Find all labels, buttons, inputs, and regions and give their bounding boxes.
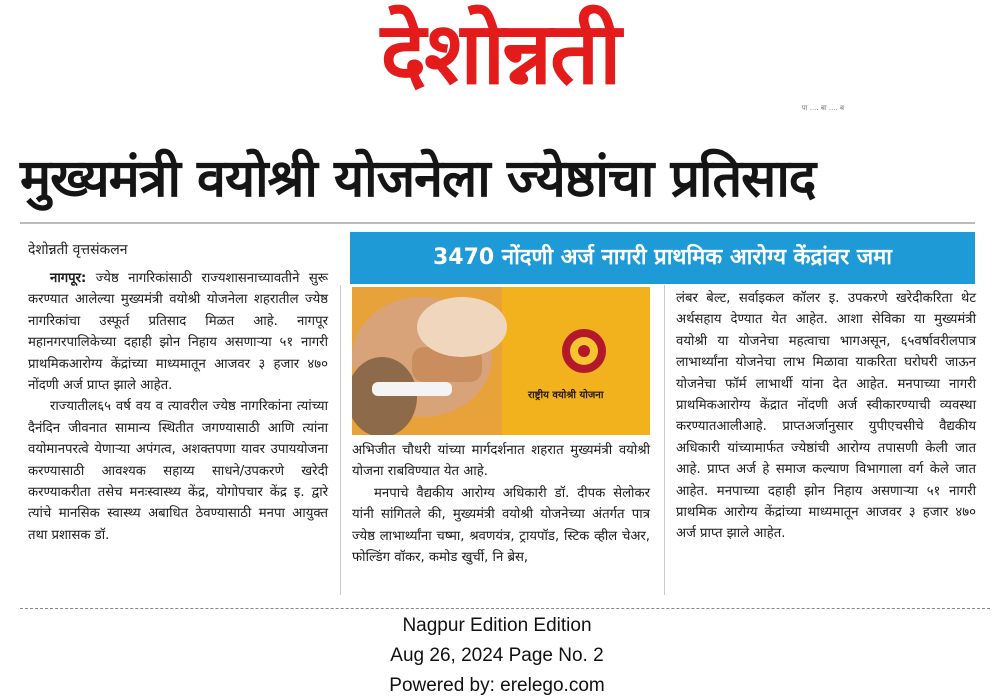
photo-caption: राष्ट्रीय वयोश्री योजना — [528, 390, 604, 401]
photo-illustration — [352, 287, 650, 435]
footer-edition: Nagpur Edition Edition — [402, 615, 592, 636]
masthead-tagline: पा .... बा .... ब — [801, 104, 844, 112]
paragraph: अभिजीत चौधरी यांच्या मार्गदर्शनात शहरात मुख्यमंत्री वयोश्री योजना राबविण्यात येत आहे. — [352, 443, 650, 480]
paragraph: राज्यातील६५ वर्ष वय व त्यावरील ज्येष्ठ नागरिकांना त्यांच्या दैनंदिन जीवनात सामान्य स्थितीत जगण्यासाठी आणि त्यांना वयोमानपरत्वे येणाऱ्या अपंगत्व, अशक्तपणा यावर उपाययोजना करण्यासाठी आवश्यक सहाय्य साधने/उपकरणे खरेदी करण्याकरीता तसेच मनःस्वास्थ्य केंद्र, योगोपचार केंद्र इ. द्वारे त्यांचे मानसिक स्वास्थ्य अबाधित ठेवण्यासाठी मनपा आयुक्त तथा प्रशासक डॉ. — [28, 399, 328, 543]
footer-divider — [20, 608, 990, 609]
paragraph-text: ज्येष्ठ नागरिकांसाठी राज्यशासनाच्यावतीने सुरू करण्यात आलेल्या मुख्यमंत्री वयोश्री योजनेला शहरातील ज्येष्ठ नागरिकांचा उस्फूर्त प्रतिसाद मिळत आहे. नागपूर महानगरपालिकेच्या दहाही झोन निहाय असणाऱ्या ५१ नागरी प्राथमिकआरोग्य केंद्रांच्या माध्यमातून आजवर ३ हजार ४७० नोंदणी अर्ज प्राप्त झाले आहेत. — [28, 271, 328, 394]
headline-divider — [20, 222, 975, 224]
paragraph: लंबर बेल्ट, सर्वाइकल कॉलर इ. उपकरणे खरेदीकरिता थेट अर्थसहाय देण्यात येत आहेत. आशा सेविका या मुख्यमंत्री वयोश्री या योजनेचा महत्वाचा भागअसून, ६५वर्षावरीलपात्र लाभार्थ्यांना योजनेचा लाभ मिळावा याकरिता घरोघरी जाऊन योजनेचा फॉर्म लाभार्थी यांना देत आहेत. मनपाच्या नागरी प्राथमिकआरोग्य केंद्रात नोंदणी अर्ज स्वीकारण्याची व्यवस्था करण्यातआलीआहे. प्राप्तअर्जानुसार युपीएचसीचे वैद्यकीय अधिकारी यांच्यामार्फत ज्येष्ठांची आरोग्य तपासणी केली जात आहे. प्राप्त अर्ज हे समाज कल्याण विभागाला वर्ग केले जात आहेत. मनपाच्या दहाही झोन निहाय असणाऱ्या ५१ नागरी प्राथमिक आरोग्य केंद्रांच्या माध्यमातून आजवर ३ हजार ४७० अर्ज प्राप्त झाले आहेत. — [676, 291, 976, 542]
masthead-logo: देशोन्नती — [380, 4, 620, 104]
article-column-1 — [28, 268, 328, 546]
article-byline: देशोन्नती वृत्तसंकलन — [28, 242, 128, 258]
footer-powered-by: Powered by: erelego.com — [389, 675, 605, 696]
article-column-3 — [676, 288, 976, 545]
column-divider — [664, 285, 665, 595]
article-subheadline: 3470 नोंदणी अर्ज नागरी प्राथमिक आरोग्य केंद्रांवर जमा — [350, 232, 975, 284]
article-column-2 — [352, 440, 650, 568]
dateline: नागपूर: — [50, 271, 87, 286]
paragraph — [28, 268, 328, 396]
footer-date-page: Aug 26, 2024 Page No. 2 — [390, 645, 604, 666]
column-divider — [340, 285, 341, 595]
paragraph: मनपाचे वैद्यकीय आरोग्य अधिकारी डॉ. दीपक सेलोकर यांनी सांगितले की, मुख्यमंत्री वयोश्री योजनेच्या अंतर्गत पात्र ज्येष्ठ लाभार्थ्यांना चष्मा, श्रवणयंत्र, ट्रायपॉड, स्टिक व्हील चेअर, फोल्डिंग वॉकर, कमोड खुर्ची, नि ब्रेस, — [352, 485, 650, 566]
article-photo — [352, 287, 650, 435]
article-headline: मुख्यमंत्री वयोश्री योजनेला ज्येष्ठांचा प्रतिसाद — [20, 149, 816, 209]
